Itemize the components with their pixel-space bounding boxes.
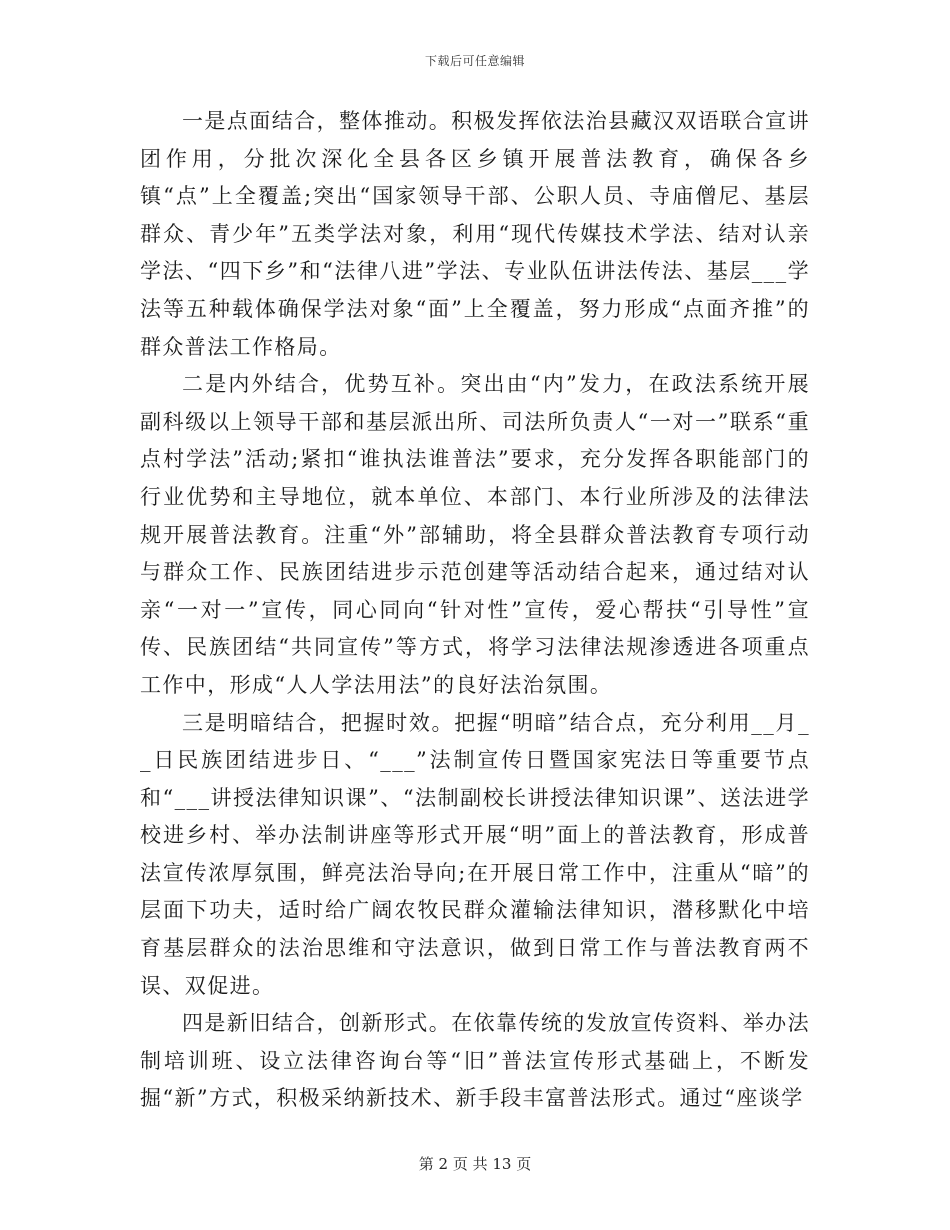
paragraph-2: 二是内外结合，优势互补。突出由“内”发力，在政法系统开展副科级以上领导干部和基层派出所、司法所负责人“一对一”联系“重点村学法”活动;紧扣“谁执法谁普法”要求，充分发挥各职能部门的行业优势和主导地位，就本单位、本部门、本行业所涉及的法律法规开展普法教育。注重“外”部辅助，将全县群众普法教育专项行动与群众工作、民族团结进步示范创建等活动结合起来，通过结对认亲“一对一”宣传，同心同向“针对性”宣传，爱心帮扶“引导性”宣传、民族团结“共同宣传”等方式，将学习法律法规渗透进各项重点工作中，形成“人人学法用法”的良好法治氛围。	[140, 372, 810, 697]
page-header-note: 下载后可任意编辑	[424, 54, 525, 68]
page-number: 第 2 页 共 13 页	[418, 1155, 532, 1173]
paragraph-1: 一是点面结合，整体推动。积极发挥依法治县藏汉双语联合宣讲团作用，分批次深化全县各区乡镇开展普法教育，确保各乡镇“点”上全覆盖;突出“国家领导干部、公职人员、寺庙僧尼、基层群众、青少年”五类学法对象，利用“现代传媒技术学法、结对认亲学法、“四下乡”和“法律八进”学法、专业队伍讲法传法、基层___学法等五种载体确保学法对象“面”上全覆盖，努力形成“点面齐推”的群众普法工作格局。	[140, 109, 810, 359]
paragraph-4: 四是新旧结合，创新形式。在依靠传统的发放宣传资料、举办法制培训班、设立法律咨询台等“旧”普法宣传形式基础上，不断发掘“新”方式，积极采纳新技术、新手段丰富普法形式。通过“座谈学	[140, 1011, 810, 1111]
document-body	[140, 103, 810, 1118]
paragraph-3: 三是明暗结合，把握时效。把握“明暗”结合点，充分利用__月__日民族团结进步日、“___”法制宣传日暨国家宪法日等重要节点和“___讲授法律知识课”、“法制副校长讲授法律知识课”、送法进学校进乡村、举办法制讲座等形式开展“明”面上的普法教育，形成普法宣传浓厚氛围，鲜亮法治导向;在开展日常工作中，注重从“暗”的层面下功夫，适时给广阔农牧民群众灌输法律知识，潜移默化中培育基层群众的法治思维和守法意识，做到日常工作与普法教育两不误、双促进。	[140, 710, 810, 998]
